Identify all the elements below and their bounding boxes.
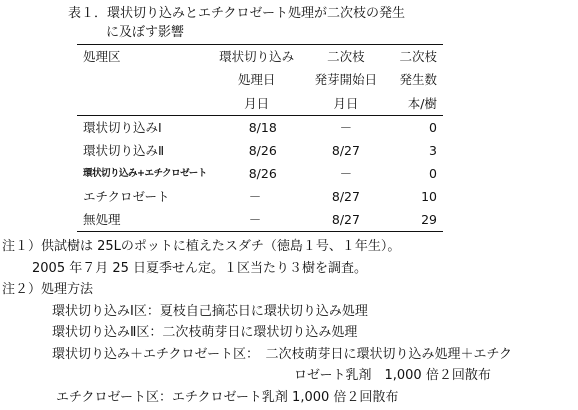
header-cut-date-2: 処理日 xyxy=(237,72,276,87)
row-sprout-date: 8/27 xyxy=(307,208,386,232)
row-name: エチクロゼート xyxy=(83,189,170,204)
row-cut-date: 8/18 xyxy=(248,120,277,135)
row-name: 環状切り込み+エチクロゼート xyxy=(83,168,207,179)
row-sprout-date: 8/27 xyxy=(331,189,360,204)
row-name: 環状切り込みⅠ xyxy=(83,120,162,135)
table-row xyxy=(77,116,443,140)
caption-line-1: 表１．環状切り込みとエチクロゼート処理が二次枝の発生 xyxy=(68,6,405,21)
row-name: 無処理 xyxy=(77,208,207,232)
method-4: エチクロゼート区：エチクロゼート乳剤 1,000 倍２回散布 xyxy=(56,389,399,405)
row-cut-date: － xyxy=(207,208,307,232)
row-count: 0 xyxy=(429,120,437,135)
notes xyxy=(2,236,512,408)
note-2: 注２）処理方法 xyxy=(2,282,94,297)
method-3-cont: ロゼート乳剤 1,000 倍２回散布 xyxy=(294,368,491,383)
table-row xyxy=(77,162,443,185)
row-count: 0 xyxy=(429,166,437,181)
method-2: 環状切り込みⅡ区：二次枝萌芽日に環状切り込み処理 xyxy=(52,325,358,340)
row-sprout-date: 8/27 xyxy=(331,143,360,158)
row-sprout-date: － xyxy=(339,120,353,135)
table-caption xyxy=(68,4,405,42)
row-name: 環状切り込みⅡ xyxy=(83,143,165,158)
row-count: 3 xyxy=(429,143,437,158)
unit-count: 本/樹 xyxy=(385,91,443,116)
row-cut-date: － xyxy=(248,189,262,204)
note-1-cont: 2005 年７月 25 日夏季せん定。１区当たり３樹を調査。 xyxy=(32,260,368,276)
unit-cut-date: 月日 xyxy=(207,91,307,116)
unit-row xyxy=(77,91,443,116)
method-1: 環状切り込みⅠ区：夏枝自己摘芯日に環状切り込み処理 xyxy=(52,303,368,319)
table-row xyxy=(77,185,443,208)
header-count-2: 発生数 xyxy=(399,72,437,87)
row-cut-date: 8/26 xyxy=(248,166,277,181)
header-sprout-date-1: 二次枝 xyxy=(307,45,386,69)
table-row xyxy=(77,208,443,232)
header-row-2 xyxy=(77,68,443,91)
results-table xyxy=(77,44,443,232)
row-cut-date: 8/26 xyxy=(248,143,277,158)
unit-sprout-date: 月日 xyxy=(307,91,386,116)
header-treatment: 処理区 xyxy=(77,45,207,69)
header-cut-date-1: 環状切り込み xyxy=(207,45,307,69)
header-row-1 xyxy=(77,45,443,69)
row-sprout-date: － xyxy=(339,166,353,181)
table-row xyxy=(77,139,443,162)
row-count: 10 xyxy=(421,189,437,204)
note-1: 注１）供試樹は 25Lのポットに植えたスダチ（徳島１号、１年生）。 xyxy=(2,239,401,254)
header-count-1: 二次枝 xyxy=(385,45,443,69)
row-count: 29 xyxy=(385,208,443,232)
caption-line-2: に及ぼす影響 xyxy=(106,25,185,40)
method-3: 環状切り込み＋エチクロゼート区： 二次枝萌芽日に環状切り込み処理＋エチク xyxy=(52,346,512,362)
header-sprout-date-2: 発芽開始日 xyxy=(314,72,378,87)
